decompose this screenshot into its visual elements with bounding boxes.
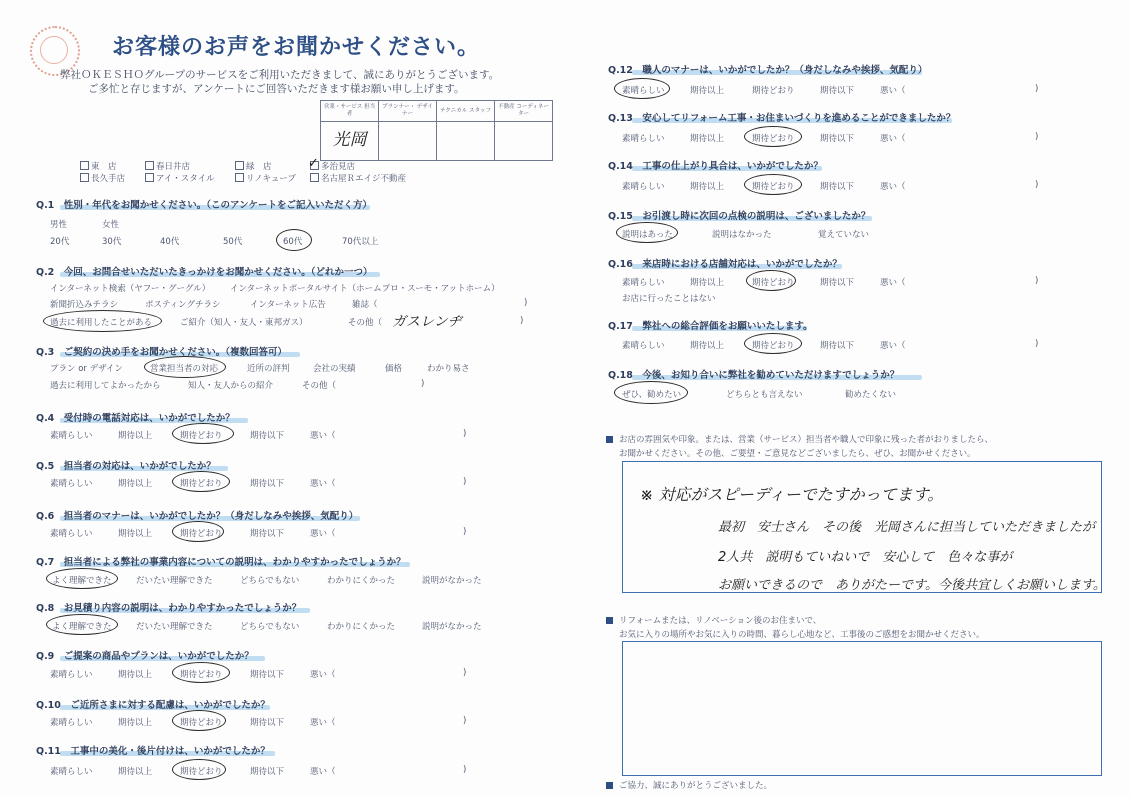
q5-as-expected[interactable]: 期待どおり: [180, 479, 223, 489]
circle-q11: [172, 759, 226, 780]
q1-male[interactable]: 男性: [50, 220, 68, 230]
q3-track-record[interactable]: 会社の実績: [313, 364, 356, 374]
q3-reputation[interactable]: 近所の評判: [247, 364, 290, 374]
circle-q18: [614, 381, 688, 404]
q17-bad[interactable]: 悪い（: [880, 341, 906, 351]
comment1-label-1: お店の雰囲気や印象。または、営業（サービス）担当者や職人で印象に残った者がおりましたら、: [606, 433, 993, 445]
bullet-square-icon: [606, 617, 613, 624]
q6-label: Q.6 担当者のマナーは、いかがでしたか？（身だしなみや挨拶、気配り）: [36, 511, 359, 522]
q2-past-customer[interactable]: 過去に利用したことがある: [50, 318, 153, 328]
staff-header-planner: プランナー・ デザイナー: [379, 101, 437, 122]
q2-magazine-close: ): [524, 298, 528, 308]
q7-no-explanation[interactable]: 説明がなかった: [422, 576, 482, 586]
bullet-square-icon: [606, 782, 613, 789]
store-kasugai[interactable]: 春日井店: [145, 160, 190, 172]
q8-label: Q.8 お見積り内容の説明は、わかりやすかったでしょうか？: [36, 603, 302, 614]
q8-mostly[interactable]: だいたい理解できた: [136, 622, 213, 632]
q1-label: Q.1 性別・年代をお聞かせください。（このアンケートをご記入いただく方）: [36, 200, 372, 211]
q2-posting-flyer[interactable]: ポスティングチラシ: [145, 300, 221, 310]
q10-bad[interactable]: 悪い（: [310, 718, 336, 728]
q9-bad-close: ): [463, 668, 467, 678]
q5-excellent[interactable]: 素晴らしい: [50, 479, 93, 489]
q2-referral[interactable]: ご紹介（知人・友人・東邦ガス）: [180, 318, 308, 328]
q7-neutral[interactable]: どちらでもない: [240, 576, 300, 586]
store-i-style[interactable]: アイ・スタイル: [145, 172, 215, 184]
circle-q4: [172, 423, 234, 444]
q6-above[interactable]: 期待以上: [118, 529, 153, 539]
q3-plan-design[interactable]: プラン or デザイン: [50, 364, 124, 374]
q14-excellent[interactable]: 素晴らしい: [622, 182, 665, 192]
q9-bad[interactable]: 悪い（: [310, 670, 336, 680]
q18-neutral[interactable]: どちらとも言えない: [726, 390, 803, 400]
q10-excellent[interactable]: 素晴らしい: [50, 718, 93, 728]
q11-label: Q.11 工事中の美化・後片付けは、いかがでしたか？: [36, 746, 270, 757]
q16-never-visited[interactable]: お店に行ったことはない: [622, 294, 716, 304]
q2-internet-search[interactable]: インターネット検索（ヤフー・グーグル）: [50, 284, 211, 294]
staff-value-technical[interactable]: [437, 122, 495, 161]
comment2-label-1: リフォームまたは、リノベーション後のお住まいで、: [606, 614, 821, 626]
q3-other[interactable]: その他（: [302, 381, 337, 391]
q11-excellent[interactable]: 素晴らしい: [50, 767, 93, 777]
q9-label: Q.9 ご提案の商品やプランは、いかがでしたか？: [36, 651, 254, 662]
q12-bad[interactable]: 悪い（: [880, 86, 906, 96]
q1-female[interactable]: 女性: [102, 220, 120, 230]
q1-age-30[interactable]: 30代: [102, 237, 122, 247]
q4-above[interactable]: 期待以上: [118, 431, 153, 441]
q2-other-answer: ガスレンヂ: [392, 314, 462, 330]
q3-clarity[interactable]: わかり易さ: [427, 364, 470, 374]
q2-magazine[interactable]: 雑誌（: [352, 300, 378, 310]
q14-bad[interactable]: 悪い（: [880, 182, 906, 192]
q1-age-70plus[interactable]: 70代以上: [342, 237, 379, 247]
q16-below[interactable]: 期待以下: [820, 278, 855, 288]
q6-as-expected[interactable]: 期待どおり: [180, 529, 223, 539]
q9-as-expected[interactable]: 期待どおり: [180, 670, 223, 680]
q5-bad-close: ): [463, 477, 467, 487]
thanks-note: ご協力、誠にありがとうございました。: [606, 779, 772, 791]
q16-bad-close: ): [1035, 276, 1039, 286]
q13-label: Q.13 安心してリフォーム工事・お住まいづくりを進めることができましたか？: [608, 113, 956, 124]
q1-age-20[interactable]: 20代: [50, 237, 70, 247]
q3-past-good[interactable]: 過去に利用してよかったから: [50, 381, 161, 391]
staff-value-realestate[interactable]: [495, 122, 553, 161]
store-higashi[interactable]: 東 店: [80, 160, 117, 172]
q5-above[interactable]: 期待以上: [118, 479, 153, 489]
q17-label: Q.17 弊社への総合評価をお願いいたします。: [608, 321, 813, 332]
q3-friend-referral[interactable]: 知人・友人からの紹介: [188, 381, 274, 391]
comment1-line-3: 2人共 説明もていねいで 安心して 色々な事が: [718, 550, 1013, 565]
store-renocube[interactable]: リノキューブ: [235, 172, 296, 184]
q6-excellent[interactable]: 素晴らしい: [50, 529, 93, 539]
circle-q9: [172, 662, 230, 683]
staff-header-technical: テクニカル スタッフ: [437, 101, 495, 122]
q12-above[interactable]: 期待以上: [690, 86, 725, 96]
q8-understood-well[interactable]: よく理解できた: [52, 622, 112, 632]
circle-q14: [744, 174, 802, 195]
q2-portal-site[interactable]: インターネットポータルサイト（ホームプロ・スーモ・アットホーム）: [230, 284, 500, 294]
q3-label: Q.3 ご契約の決め手をお聞かせください。（複数回答可）: [36, 347, 288, 358]
comment2-box[interactable]: [622, 641, 1102, 776]
q16-above[interactable]: 期待以上: [690, 278, 725, 288]
q14-above[interactable]: 期待以上: [690, 182, 725, 192]
comment1-line-1: ※ 対応がスピーディーでたすかってます。: [640, 485, 944, 504]
circle-q13: [744, 126, 802, 147]
q3-other-close: ): [421, 379, 425, 389]
q4-as-expected[interactable]: 期待どおり: [180, 431, 223, 441]
q17-bad-close: ): [1035, 339, 1039, 349]
q16-label: Q.16 来店時における店舗対応は、いかがでしたか？: [608, 259, 842, 270]
q3-sales-rep[interactable]: 営業担当者の対応: [150, 364, 219, 374]
q17-excellent[interactable]: 素晴らしい: [622, 341, 665, 351]
intro-line-1: 弊社ＯＫＥＳＨＯグループのサービスをご利用いただきまして、誠にありがとうございます。: [60, 69, 500, 81]
q1-age-40[interactable]: 40代: [160, 237, 180, 247]
q2-newspaper-flyer[interactable]: 新聞折込みチラシ: [50, 300, 119, 310]
q13-above[interactable]: 期待以上: [690, 134, 725, 144]
staff-header-sales: 営業・サービス 担当者: [321, 101, 379, 122]
q8-unclear[interactable]: わかりにくかった: [327, 622, 396, 632]
comment1-line-2: 最初 安士さん その後 光岡さんに担当していただきましたが: [718, 520, 1096, 535]
q15-not-explained[interactable]: 説明はなかった: [712, 230, 772, 240]
store-midori[interactable]: 緑 店: [235, 160, 272, 172]
q13-bad[interactable]: 悪い（: [880, 134, 906, 144]
comment2-label-2: お気に入りの場所やお気に入りの時間、暮らし心地など、工事後のご感想をお聞かせください。: [619, 630, 985, 640]
q8-neutral[interactable]: どちらでもない: [240, 622, 300, 632]
q13-below[interactable]: 期待以下: [820, 134, 855, 144]
q7-label: Q.7 担当者による弊社の事業内容についての説明は、わかりやすかったでしょうか？: [36, 557, 406, 568]
q15-label: Q.15 お引渡し時に次回の点検の説明は、ございましたか？: [608, 211, 871, 222]
store-nagakute[interactable]: 長久手店: [80, 172, 125, 184]
q5-label: Q.5 担当者の対応は、いかがでしたか？: [36, 461, 216, 472]
circle-q6: [172, 521, 224, 542]
q6-bad-close: ): [463, 527, 467, 537]
q9-excellent[interactable]: 素晴らしい: [50, 670, 93, 680]
q8-no-explanation[interactable]: 説明がなかった: [422, 622, 482, 632]
q3-price[interactable]: 価格: [385, 364, 403, 374]
circle-q17: [744, 333, 802, 354]
store-tajimi[interactable]: 多治見店: [310, 160, 355, 172]
circle-q12: [614, 78, 670, 99]
page-title: お客様のお声をお聞かせください。: [112, 35, 481, 60]
q13-as-expected[interactable]: 期待どおり: [752, 134, 795, 144]
intro-line-2: ご多忙と存じますが、アンケートにご回答いただきます様お願い申し上げます。: [88, 83, 465, 95]
q11-bad-close: ): [463, 765, 467, 775]
q7-understood-well[interactable]: よく理解できた: [52, 576, 112, 586]
circle-q5: [172, 471, 230, 492]
q5-below[interactable]: 期待以下: [250, 479, 285, 489]
comment1-label-2: お聞かせください。その他、ご要望・ご意見などございましたら、ぜひ、お聞かせください。: [619, 449, 976, 459]
q12-bad-close: ): [1035, 84, 1039, 94]
q16-bad[interactable]: 悪い（: [880, 278, 906, 288]
q18-label: Q.18 今後、お知り合いに弊社を勧めていただけますでしょうか？: [608, 370, 900, 381]
staff-value-planner[interactable]: [379, 122, 437, 161]
q4-label: Q.4 受付時の電話対応は、いかがでしたか？: [36, 413, 235, 424]
store-nagoya-r-age[interactable]: 名古屋Ｒエイジ不動産: [310, 172, 406, 184]
q16-as-expected[interactable]: 期待どおり: [752, 278, 795, 288]
q11-above[interactable]: 期待以上: [118, 767, 153, 777]
q1-age-60[interactable]: 60代: [283, 237, 303, 247]
circle-q8: [46, 614, 118, 635]
q9-above[interactable]: 期待以上: [118, 670, 153, 680]
q4-below[interactable]: 期待以下: [250, 431, 285, 441]
circle-q3: [144, 356, 226, 378]
q6-bad[interactable]: 悪い（: [310, 529, 336, 539]
q2-other[interactable]: その他（: [348, 318, 383, 328]
q5-bad[interactable]: 悪い（: [310, 479, 336, 489]
circle-q1: [276, 229, 312, 251]
q17-as-expected[interactable]: 期待どおり: [752, 341, 795, 351]
q12-label: Q.12 職人のマナーは、いかがでしたか？（身だしなみや挨拶、気配り）: [608, 65, 928, 76]
q12-below[interactable]: 期待以下: [820, 86, 855, 96]
q10-as-expected[interactable]: 期待どおり: [180, 718, 223, 728]
q4-excellent[interactable]: 素晴らしい: [50, 431, 93, 441]
circle-q16: [746, 270, 796, 291]
q11-bad[interactable]: 悪い（: [310, 767, 336, 777]
q12-as-expected[interactable]: 期待どおり: [752, 86, 795, 96]
q9-below[interactable]: 期待以下: [250, 670, 285, 680]
q10-below[interactable]: 期待以下: [250, 718, 285, 728]
bullet-square-icon: [606, 436, 613, 443]
staff-table: [320, 100, 553, 161]
q6-below[interactable]: 期待以下: [250, 529, 285, 539]
comment1-line-4: お願いできるので ありがたーです。今後共宜しくお願いします。: [718, 578, 1106, 593]
q2-internet-ad[interactable]: インターネット広告: [250, 300, 326, 310]
q17-below[interactable]: 期待以下: [820, 341, 855, 351]
staff-value-sales[interactable]: 光岡: [321, 122, 379, 161]
q15-explained[interactable]: 説明はあった: [622, 230, 673, 240]
q2-label: Q.2 今回、お問合せいただいたきっかけをお聞かせください。（どれか一つ）: [36, 267, 373, 278]
circle-q2: [43, 310, 162, 332]
q10-bad-close: ): [463, 716, 467, 726]
q14-bad-close: ): [1035, 180, 1039, 190]
q4-bad[interactable]: 悪い（: [310, 431, 336, 441]
circle-q15: [616, 222, 678, 243]
q14-label: Q.14 工事の仕上がり具合は、いかがでしたか？: [608, 161, 823, 172]
q14-below[interactable]: 期待以下: [820, 182, 855, 192]
q2-other-close: ): [520, 316, 524, 326]
q11-below[interactable]: 期待以下: [250, 767, 285, 777]
staff-header-realestate: 不動産 コーディネーター: [495, 101, 553, 122]
q17-above[interactable]: 期待以上: [690, 341, 725, 351]
q11-as-expected[interactable]: 期待どおり: [180, 767, 223, 777]
q4-bad-close: ): [463, 429, 467, 439]
circle-q10: [172, 710, 226, 731]
q12-excellent[interactable]: 素晴らしい: [622, 86, 665, 96]
q7-unclear[interactable]: わかりにくかった: [327, 576, 396, 586]
check-mark-tajimi: ✓: [308, 156, 319, 171]
q18-definitely[interactable]: ぜひ、勧めたい: [622, 390, 682, 400]
q7-mostly[interactable]: だいたい理解できた: [136, 576, 213, 586]
q18-no[interactable]: 勧めたくない: [845, 390, 897, 400]
q14-as-expected[interactable]: 期待どおり: [752, 182, 795, 192]
q10-above[interactable]: 期待以上: [118, 718, 153, 728]
q15-dont-remember[interactable]: 覚えていない: [818, 230, 870, 240]
q16-excellent[interactable]: 素晴らしい: [622, 278, 665, 288]
q13-bad-close: ): [1035, 132, 1039, 142]
q10-label: Q.10 ご近所さまに対する配慮は、いかがでしたか？: [36, 700, 270, 711]
circle-q7: [46, 568, 118, 589]
q1-age-50[interactable]: 50代: [223, 237, 243, 247]
q13-excellent[interactable]: 素晴らしい: [622, 134, 665, 144]
